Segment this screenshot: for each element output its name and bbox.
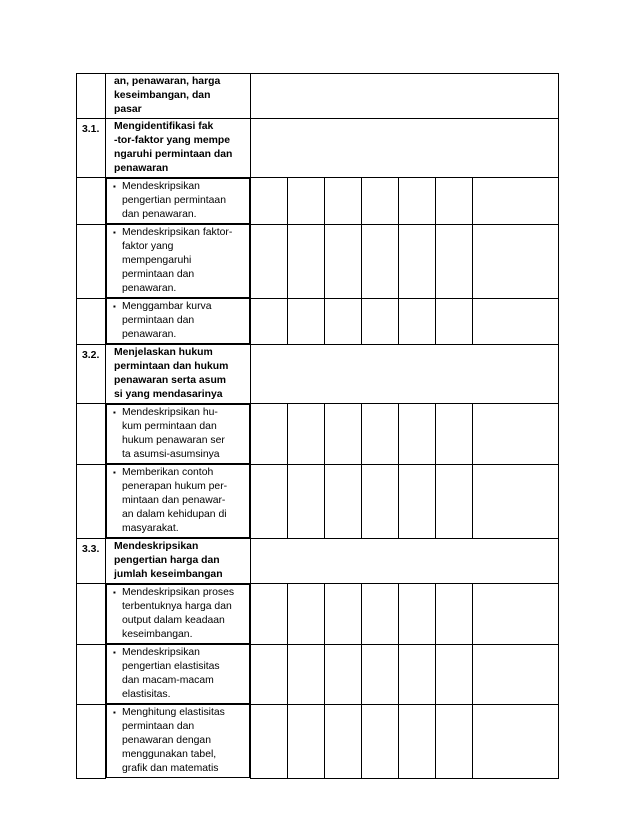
bullet-icon: ▪ [113, 468, 116, 477]
score-cell [251, 298, 288, 345]
score-cell [325, 178, 362, 225]
score-cell [473, 224, 559, 298]
text-line: penawaran. [122, 329, 177, 340]
score-cell [362, 224, 399, 298]
bullet-icon: ▪ [113, 588, 116, 597]
score-cell [399, 464, 436, 539]
text-line: Menghitung elastisitas [122, 707, 225, 718]
text-line: keseimbangan, dan [114, 90, 211, 101]
score-cell [436, 644, 473, 704]
indicator-text [106, 584, 250, 644]
score-cell [325, 704, 362, 778]
bullet-icon: ▪ [113, 302, 116, 311]
score-cell [362, 298, 399, 345]
text-line: Menggambar kurva [122, 301, 212, 312]
text-line: penawaran [114, 163, 169, 174]
score-cell [399, 584, 436, 645]
indicator-lines [122, 466, 227, 536]
row-number: 3.1. [77, 119, 106, 178]
text-line: jumlah keseimbangan [114, 569, 223, 580]
score-cell [325, 298, 362, 345]
indicator-text [106, 464, 250, 538]
score-cell [473, 464, 559, 539]
indicator-row [77, 704, 559, 778]
row-number: 3.3. [77, 539, 106, 584]
score-cell [436, 298, 473, 345]
continuation-row [77, 74, 559, 119]
score-cell [436, 178, 473, 225]
score-cell [325, 404, 362, 465]
text-line: an, penawaran, harga [114, 76, 221, 87]
score-cell [473, 644, 559, 704]
score-cell [325, 584, 362, 645]
text-line: -tor-faktor yang mempe [114, 135, 231, 146]
score-cell [251, 704, 288, 778]
text-line: hukum penawaran ser [122, 435, 225, 446]
score-cell [436, 224, 473, 298]
row-number [77, 584, 106, 645]
text-line: Mendeskripsikan faktor- [122, 227, 233, 238]
text-line: permintaan dan [122, 269, 195, 280]
indicator-row [77, 584, 559, 645]
text-line: output dalam keadaan [122, 615, 225, 626]
merged-cell [251, 119, 559, 178]
text-line: pengertian elastisitas [122, 661, 220, 672]
score-cell [399, 704, 436, 778]
text-line: keseimbangan. [122, 629, 193, 640]
bullet-icon: ▪ [113, 408, 116, 417]
text-line: si yang mendasarinya [114, 389, 223, 400]
text-line: penawaran. [122, 283, 177, 294]
text-line: pengertian permintaan [122, 195, 226, 206]
score-cell [436, 704, 473, 778]
indicator-lines [122, 226, 232, 296]
text-line: penerapan hukum per- [122, 481, 228, 492]
score-cell [288, 464, 325, 539]
score-cell [288, 584, 325, 645]
competency-text [106, 345, 251, 404]
indicator-row [77, 298, 559, 345]
merged-cell [251, 345, 559, 404]
text-line: Memberikan contoh [122, 467, 214, 478]
indicator-text [106, 704, 250, 778]
text-line: penawaran dengan [122, 735, 211, 746]
score-cell [288, 644, 325, 704]
score-cell [251, 584, 288, 645]
indicator-text [106, 178, 250, 224]
text-line: Mendeskripsikan [122, 181, 200, 192]
score-cell [399, 178, 436, 225]
bullet-icon: ▪ [113, 228, 116, 237]
indicator-text [106, 224, 250, 298]
score-cell [288, 704, 325, 778]
competency-row [77, 345, 559, 404]
competency-row [77, 119, 559, 178]
text-line: dan macam-macam [122, 675, 214, 686]
indicator-row [77, 644, 559, 704]
score-cell [436, 584, 473, 645]
merged-cell [251, 74, 559, 119]
score-cell [399, 644, 436, 704]
text-line: pengertian harga dan [114, 555, 220, 566]
score-cell [362, 404, 399, 465]
row-number [77, 404, 106, 465]
indicator-text [106, 644, 250, 704]
score-cell [288, 178, 325, 225]
score-cell [399, 298, 436, 345]
text-line: an dalam kehidupan di [122, 509, 227, 520]
text-line: penawaran serta asum [114, 375, 227, 386]
indicator-lines [122, 646, 220, 702]
competency-text [106, 119, 251, 178]
score-cell [325, 464, 362, 539]
indicator-table [76, 73, 559, 779]
indicator-lines [122, 300, 212, 342]
bullet-icon: ▪ [113, 182, 116, 191]
text-line: pasar [114, 104, 142, 115]
bullet-icon: ▪ [113, 648, 116, 657]
score-cell [436, 464, 473, 539]
score-cell [362, 464, 399, 539]
bullet-icon: ▪ [113, 708, 116, 717]
score-cell [399, 224, 436, 298]
text-line: Mendeskripsikan [122, 647, 200, 658]
row-number [77, 178, 106, 225]
text-line: Mendeskripsikan [114, 541, 199, 552]
indicator-lines [122, 180, 226, 222]
text-line: ngaruhi permintaan dan [114, 149, 233, 160]
score-cell [473, 584, 559, 645]
score-cell [288, 298, 325, 345]
competency-row [77, 539, 559, 584]
indicator-row [77, 224, 559, 298]
row-number [77, 644, 106, 704]
text-line: elastisitas. [122, 689, 171, 700]
score-cell [288, 404, 325, 465]
score-cell [251, 644, 288, 704]
score-cell [362, 178, 399, 225]
text-line: terbentuknya harga dan [122, 601, 232, 612]
row-number: 3.2. [77, 345, 106, 404]
text-line: dan penawaran. [122, 209, 197, 220]
score-cell [473, 298, 559, 345]
text-line: Mengidentifikasi fak [114, 121, 214, 132]
text-line: ta asumsi-asumsinya [122, 449, 220, 460]
score-cell [436, 404, 473, 465]
merged-cell [251, 539, 559, 584]
indicator-lines [122, 586, 234, 642]
row-number [77, 224, 106, 298]
score-cell [399, 404, 436, 465]
text-line: permintaan dan [122, 721, 195, 732]
indicator-lines [122, 406, 225, 462]
row-number [77, 464, 106, 539]
indicator-row [77, 404, 559, 465]
row-number [77, 704, 106, 778]
text-line: permintaan dan hukum [114, 361, 229, 372]
score-cell [362, 644, 399, 704]
score-cell [362, 584, 399, 645]
indicator-text [106, 298, 250, 344]
indicator-row [77, 464, 559, 539]
text-line: menggunakan tabel, [122, 749, 217, 760]
text-line: masyarakat. [122, 523, 179, 534]
text-line: grafik dan matematis [122, 763, 219, 774]
indicator-text [106, 404, 250, 464]
row-number [77, 74, 106, 119]
text-line: permintaan dan [122, 315, 195, 326]
score-cell [325, 644, 362, 704]
indicator-row [77, 178, 559, 225]
text-line: mempengaruhi [122, 255, 192, 266]
text-line: kum permintaan dan [122, 421, 217, 432]
row-number [77, 298, 106, 345]
text-line: Mendeskripsikan proses [122, 587, 235, 598]
score-cell [251, 464, 288, 539]
score-cell [288, 224, 325, 298]
score-cell [251, 404, 288, 465]
text-line: faktor yang [122, 241, 174, 252]
competency-text [106, 539, 251, 584]
score-cell [251, 224, 288, 298]
score-cell [473, 704, 559, 778]
competency-text [106, 74, 251, 119]
score-cell [325, 224, 362, 298]
score-cell [362, 704, 399, 778]
score-cell [473, 178, 559, 225]
text-line: Mendeskripsikan hu- [122, 407, 218, 418]
score-cell [473, 404, 559, 465]
score-cell [251, 178, 288, 225]
indicator-lines [122, 706, 225, 776]
text-line: Menjelaskan hukum [114, 347, 213, 358]
text-line: mintaan dan penawar- [122, 495, 226, 506]
